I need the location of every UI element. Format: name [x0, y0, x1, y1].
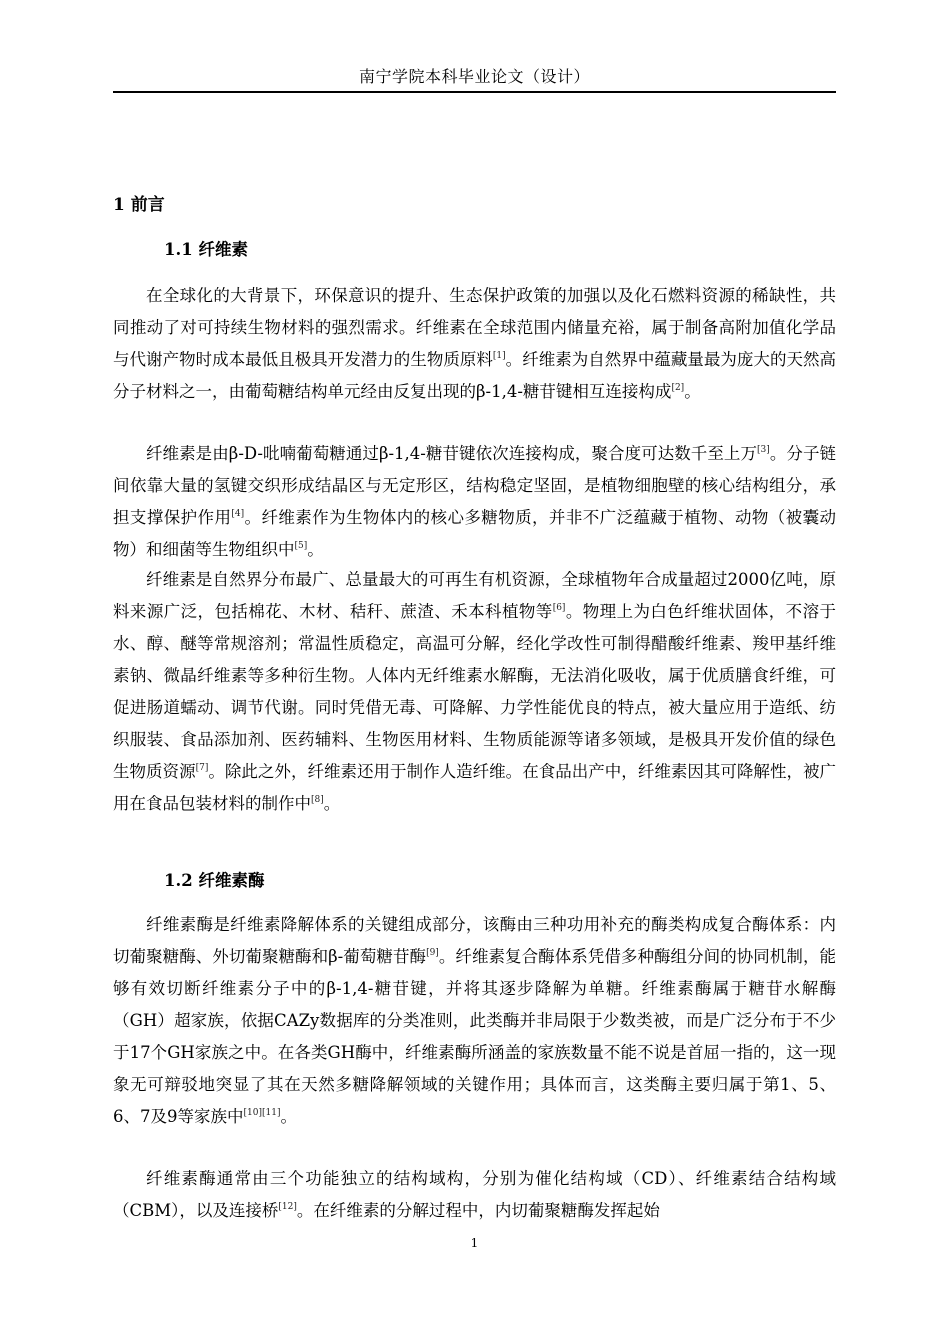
paragraph-3 [113, 564, 836, 820]
citation: [1] [492, 351, 506, 361]
citation: [10] [243, 1108, 262, 1118]
paragraph-text: 。除此之外，纤维素还用于制作人造纤维。在食品出产中，纤维素因其可降解性，被广用在食品包装材料的制作中 [113, 762, 837, 813]
citation: [7] [195, 763, 209, 773]
paragraph-text: 。纤维素为自然界中蕴藏量最为庞大的天然高分子材料之一，由葡萄糖结构单元经由反复出现的β-1,4-糖苷键相互连接构成 [113, 350, 837, 401]
paragraph-5 [113, 1163, 836, 1227]
citation: [9] [426, 948, 439, 958]
paragraph-text: 。在纤维素的分解过程中，内切葡聚糖酶发挥起始 [296, 1201, 660, 1220]
paragraph-text: 。 [280, 1107, 297, 1126]
paragraph-text: 。 [307, 540, 324, 559]
header-rule [113, 91, 836, 93]
citation: [11] [261, 1108, 281, 1118]
page-header: 南宁学院本科毕业论文（设计） [358, 67, 590, 86]
paragraph-text: 。纤维素作为生物体内的核心多糖物质，并非不广泛蕴藏于植物、动物（被囊动物）和细菌等生物组织中 [113, 508, 837, 559]
paragraph-text: 在全球化的大背景下，环保意识的提升、生态保护政策的加强以及化石燃料资源的稀缺性，共同推动了对可持续生物材料的强烈需求。纤维素在全球范围内储量充裕，属于制备高附加值化学品与代谢产物时成本最低且极具开发潜力的生物质原料 [113, 286, 836, 369]
paragraph-text: 。 [684, 382, 701, 401]
paragraph-2 [113, 438, 836, 566]
subsection-heading-cellulose: 1.1 纤维素 [164, 240, 248, 259]
paragraph-text: 。分子链间依靠大量的氢键交织形成结晶区与无定形区，结构稳定坚固，是植物细胞壁的核心结构组分，承担支撑保护作用 [113, 444, 837, 527]
citation: [2] [671, 383, 685, 393]
page-number: 1 [470, 1236, 479, 1250]
subsection-heading-cellulase: 1.2 纤维素酶 [164, 871, 265, 890]
paragraph-text: 。 [323, 794, 341, 813]
section-heading: 1 前言 [113, 195, 165, 215]
citation: [12] [278, 1202, 297, 1212]
paragraph-4 [113, 909, 836, 1133]
citation: [8] [311, 795, 324, 805]
paragraph-text: 。物理上为白色纤维状固体，不溶于水、醇、醚等常规溶剂；常温性质稳定，高温可分解，经化学改性可制得醋酸纤维素、羧甲基纤维素钠、微晶纤维素等多种衍生物。人体内无纤维素水解酶，无法消化吸收，属于优质膳食纤维，可促进肠道蠕动、调节代谢。同时凭借无毒、可降解、力学性能优良的特点，被大量应用于造纸、纺织服装、食品添加剂、医药辅料、生物医用材料、生物质能源等诸多领域，是极具开发价值的绿色生物质资源 [113, 602, 837, 781]
citation: [6] [552, 603, 566, 613]
paragraph-1 [113, 280, 836, 408]
citation: [3] [757, 445, 770, 455]
paragraph-text: 纤维素酶是纤维素降解体系的关键组成部分，该酶由三种功用补充的酶类构成复合酶体系：内切葡聚糖酶、外切葡聚糖酶和β-葡萄糖苷酶 [113, 915, 836, 966]
paragraph-text: 。纤维素复合酶体系凭借多种酶组分间的协同机制，能够有效切断纤维素分子中的β-1,4-糖苷键，并将其逐步降解为单糖。纤维素酶属于糖苷水解酶（GH）超家族，依据CAZy数据库的分类准则，此类酶并非局限于少数类被，而是广泛分布于不少于17个GH家族之中。在各类GH酶中，纤维素酶所涵盖的家族数量不能不说是首屈一指的，这一现象无可辩驳地突显了其在天然多糖降解领域的关键作用；具体而言，这类酶主要归属于第1、5、6、7及9等家族中 [113, 947, 836, 1126]
paragraph-text: 纤维素是由β-D-吡喃葡萄糖通过β-1,4-糖苷键依次连接构成，聚合度可达数千至上万 [146, 444, 758, 463]
citation: [4] [231, 509, 245, 519]
paragraph-text: 纤维素是自然界分布最广、总量最大的可再生有机资源，全球植物年合成量超过2000亿吨，原料来源广泛，包括棉花、木材、秸秆、蔗渣、禾本科植物等 [113, 570, 836, 621]
paragraph-text: 纤维素酶通常由三个功能独立的结构域构，分别为催化结构域（CD）、纤维素结合结构域（CBM），以及连接桥 [113, 1169, 836, 1220]
citation: [5] [294, 541, 308, 551]
